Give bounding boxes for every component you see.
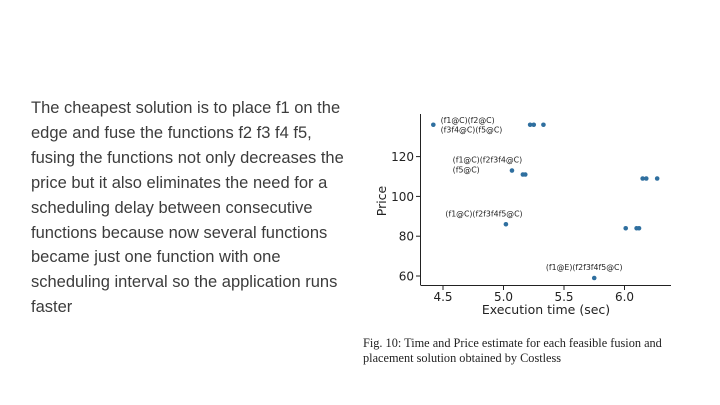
point-annotation: (f5@C) xyxy=(452,165,480,175)
data-point xyxy=(523,172,528,177)
y-ticks xyxy=(391,150,420,283)
figure-caption: Fig. 10: Time and Price estimate for each feasible fusion and placement solution obtained by Costless xyxy=(363,336,662,365)
point-annotation: (f1@C)(f2@C) xyxy=(440,115,495,125)
x-tick-label: 4.5 xyxy=(433,290,453,304)
point-annotation: (f1@C)(f2f3f4f5@C) xyxy=(445,209,523,219)
x-tick-label: 5.0 xyxy=(493,290,514,304)
x-tick-label: 6.0 xyxy=(614,290,635,304)
figure xyxy=(363,108,693,328)
data-point xyxy=(655,176,660,181)
data-point xyxy=(541,122,546,127)
point-annotation: (f3f4@C)(f5@C) xyxy=(440,125,503,135)
data-point xyxy=(644,176,649,181)
data-point xyxy=(510,168,515,173)
x-axis-label: Execution time (sec) xyxy=(481,302,611,317)
data-point xyxy=(637,226,642,231)
scatter-chart xyxy=(363,108,693,328)
x-tick-label: 5.5 xyxy=(554,290,574,304)
data-point xyxy=(592,276,597,281)
slide-body-text: The cheapest solution is to place f1 on the edge and fuse the functions f2 f3 f4 f5, fusing the functions not only decreases the price but it also eliminates the need for a scheduling delay between consecutive functions because now several functions became just one function with one scheduling interval so the application runs faster xyxy=(31,99,344,317)
data-point xyxy=(623,226,628,231)
annotations xyxy=(441,116,623,272)
y-tick-label: 60 xyxy=(398,269,414,284)
data-points xyxy=(431,122,659,280)
data-point xyxy=(504,222,509,227)
point-annotation: (f1@C)(f2f3f4@C) xyxy=(452,155,523,165)
data-point xyxy=(431,122,436,127)
y-tick-label: 80 xyxy=(398,229,414,244)
data-point xyxy=(531,122,536,127)
y-tick-label: 100 xyxy=(391,189,414,204)
point-annotation: (f1@E)(f2f3f4f5@C) xyxy=(545,263,623,273)
y-axis-label: Price xyxy=(374,185,389,217)
y-tick-label: 120 xyxy=(391,150,414,165)
